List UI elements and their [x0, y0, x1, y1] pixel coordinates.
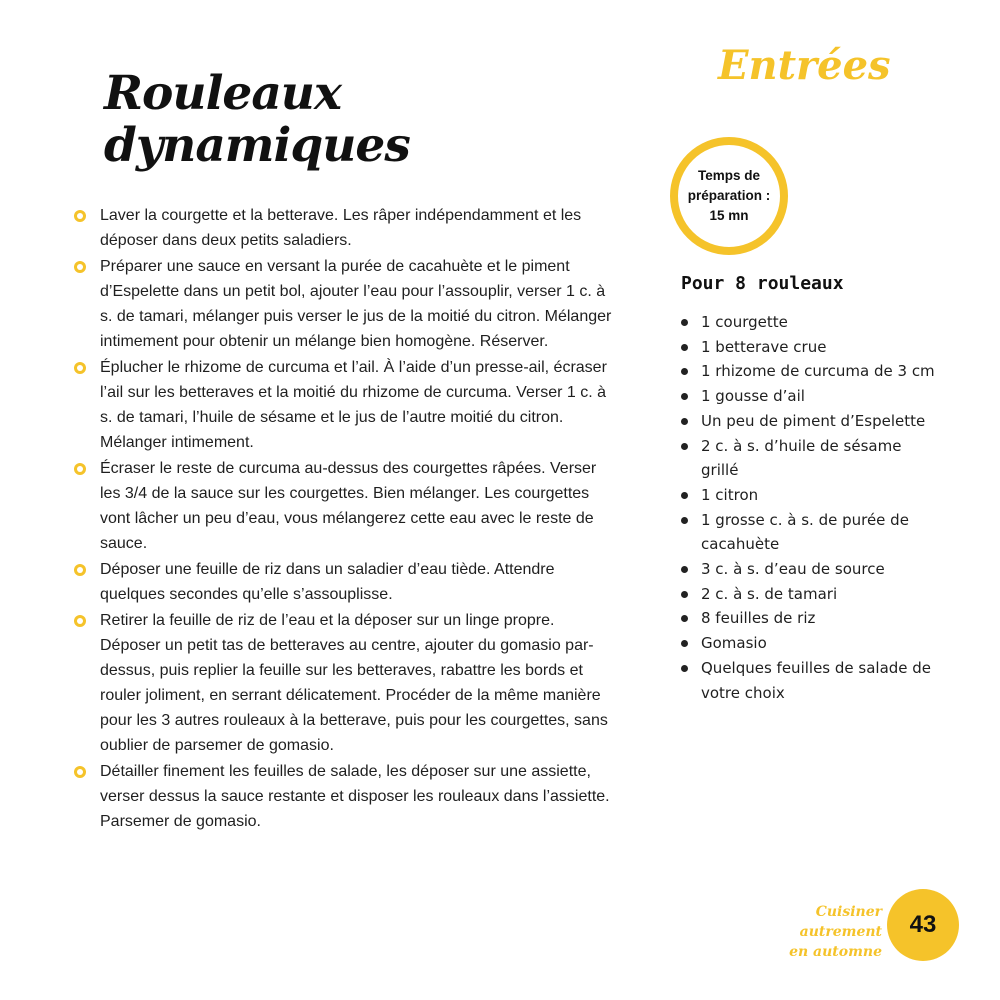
- ingredient-item: [681, 606, 941, 631]
- ingredient-item: [681, 508, 941, 557]
- step-text: Retirer la feuille de riz de l’eau et la déposer sur un linge propre. Déposer un petit tas de betteraves au centre, ajouter du gomasio par-dessus, puis replier la feuille sur les betteraves, rabattre les bords et rouler joliment, en serrant délicatement. Procéder de la même manière pour les 3 autres rouleaux à la betterave, puis pour les courgettes, sans oublier de parsemer de gomasio.: [100, 612, 608, 754]
- dot-bullet-icon: [681, 319, 688, 326]
- ingredient-text: 3 c. à s. d’eau de source: [701, 560, 885, 579]
- ingredient-text: Un peu de piment d’Espelette: [701, 411, 926, 430]
- ingredient-text: 1 grosse c. à s. de purée de cacahuète: [701, 510, 909, 554]
- ingredient-text: Quelques feuilles de salade de votre choix: [701, 658, 932, 702]
- book-title-footer: [730, 902, 882, 962]
- step-text: Éplucher le rhizome de curcuma et l’ail. À l’aide d’un presse-ail, écraser l’ail sur les betteraves et la moitié du rhizome de curcuma. Verser 1 c. à s. de tamari, l’huile de sésame et le jus de l’autre moitié du citron. Mélanger intimement.: [100, 359, 607, 451]
- ingredient-item: [681, 557, 941, 582]
- dot-bullet-icon: [681, 393, 688, 400]
- step-item: [74, 254, 614, 354]
- category-label: Entrées: [718, 42, 891, 89]
- ingredient-text: 2 c. à s. d’huile de sésame grillé: [701, 436, 902, 480]
- ring-bullet-icon: [74, 564, 86, 576]
- ingredient-text: 8 feuilles de riz: [701, 609, 816, 628]
- ingredient-item: [681, 310, 941, 335]
- ingredients-title: Pour 8 rouleaux: [681, 273, 844, 294]
- ingredient-text: 1 betterave crue: [701, 337, 827, 356]
- dot-bullet-icon: [681, 344, 688, 351]
- step-item: [74, 355, 614, 455]
- page-number-badge: 43: [887, 889, 959, 961]
- book-title-line: en automne: [789, 944, 882, 960]
- step-item: [74, 456, 614, 556]
- ingredient-item: [681, 384, 941, 409]
- ingredient-text: 1 gousse d’ail: [701, 387, 805, 406]
- dot-bullet-icon: [681, 418, 688, 425]
- step-text: Détailler finement les feuilles de salade, les déposer sur une assiette, verser dessus la sauce restante et disposer les rouleaux dans l’assiette. Parsemer de gomasio.: [100, 763, 610, 830]
- dot-bullet-icon: [681, 443, 688, 450]
- ring-bullet-icon: [74, 210, 86, 222]
- ring-bullet-icon: [74, 362, 86, 374]
- step-text: Laver la courgette et la betterave. Les râper indépendamment et les déposer dans deux petits saladiers.: [100, 207, 582, 249]
- ring-bullet-icon: [74, 766, 86, 778]
- prep-time-value: 15 mn: [709, 208, 749, 223]
- prep-time-line: préparation :: [687, 188, 771, 203]
- ingredient-item: [681, 582, 941, 607]
- dot-bullet-icon: [681, 368, 688, 375]
- ingredient-item: [681, 483, 941, 508]
- dot-bullet-icon: [681, 665, 688, 672]
- dot-bullet-icon: [681, 566, 688, 573]
- step-item: [74, 203, 614, 253]
- recipe-title: Rouleaux dynamiques: [104, 66, 410, 173]
- ring-bullet-icon: [74, 261, 86, 273]
- ingredient-text: Gomasio: [701, 634, 767, 653]
- ingredient-text: 2 c. à s. de tamari: [701, 584, 838, 603]
- ingredient-item: [681, 409, 941, 434]
- ring-bullet-icon: [74, 463, 86, 475]
- step-item: [74, 557, 614, 607]
- step-text: Préparer une sauce en versant la purée de cacahuète et le piment d’Espelette dans un petit bol, ajouter l’eau pour l’assouplir, verser 1 c. à s. de tamari, mélanger puis verser le jus de la moitié du citron. Mélanger intimement pour obtenir un mélange bien homogène. Réserver.: [100, 258, 612, 350]
- ingredient-item: [681, 631, 941, 656]
- prep-time-line: Temps de: [697, 168, 760, 183]
- dot-bullet-icon: [681, 615, 688, 622]
- dot-bullet-icon: [681, 517, 688, 524]
- ingredient-item: [681, 335, 941, 360]
- ingredient-item: [681, 656, 941, 705]
- dot-bullet-icon: [681, 640, 688, 647]
- step-item: [74, 759, 614, 834]
- book-title-line: Cuisiner autrement: [799, 904, 882, 940]
- step-text: Déposer une feuille de riz dans un saladier d’eau tiède. Attendre quelques secondes qu’elle s’assouplisse.: [100, 561, 555, 603]
- ingredient-text: 1 rhizome de curcuma de 3 cm: [701, 362, 935, 381]
- ingredient-item: [681, 434, 941, 483]
- prep-time-badge: [670, 137, 788, 255]
- ingredients-list: [681, 310, 941, 705]
- step-text: Écraser le reste de curcuma au-dessus des courgettes râpées. Verser les 3/4 de la sauce sur les courgettes. Bien mélanger. Les courgettes vont lâcher un peu d’eau, vous mélangerez cette eau avec le reste de sauce.: [100, 460, 597, 552]
- step-item: [74, 608, 614, 758]
- steps-list: [74, 203, 614, 835]
- ingredient-text: 1 courgette: [701, 313, 788, 331]
- dot-bullet-icon: [681, 492, 688, 499]
- dot-bullet-icon: [681, 591, 688, 598]
- ingredient-text: 1 citron: [701, 485, 759, 504]
- ring-bullet-icon: [74, 615, 86, 627]
- ingredient-item: [681, 359, 941, 384]
